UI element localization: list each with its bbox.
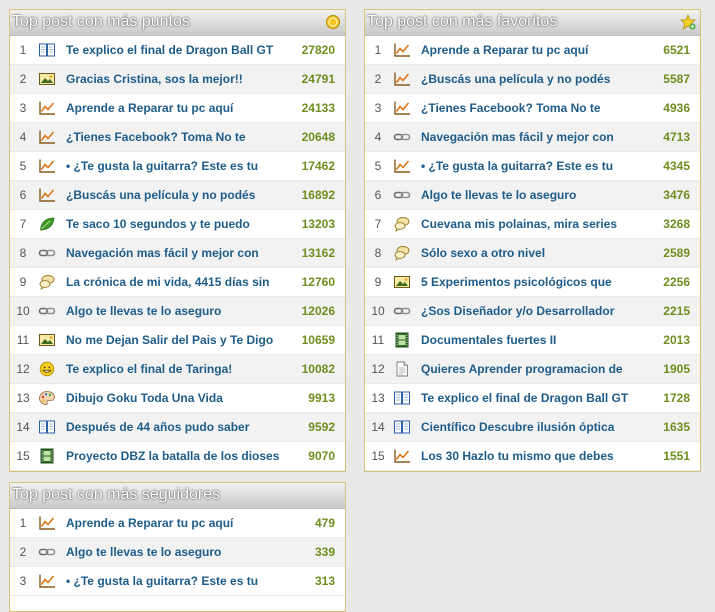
post-score: 24133 [301, 101, 335, 115]
post-list [10, 36, 345, 471]
rank-number: 8 [19, 246, 27, 260]
book-icon [393, 419, 411, 435]
list-item [10, 413, 345, 442]
rank-number: 6 [374, 188, 382, 202]
box-header [10, 10, 345, 36]
rank-number: 3 [374, 101, 382, 115]
post-title-link[interactable]: La crónica de mi vida, 4415 días sin [66, 275, 270, 289]
list-item [10, 355, 345, 384]
post-score: 5587 [663, 72, 690, 86]
image-icon [38, 71, 56, 87]
list-item [10, 94, 345, 123]
post-score: 13162 [301, 246, 335, 260]
post-score: 9913 [308, 391, 335, 405]
list-item [10, 181, 345, 210]
film-icon [393, 332, 411, 348]
post-score: 27820 [301, 43, 335, 57]
list-item [10, 268, 345, 297]
post-score: 2215 [663, 304, 690, 318]
chart-icon [393, 448, 411, 464]
post-score: 479 [314, 516, 335, 530]
chart-icon [393, 100, 411, 116]
post-title-link[interactable]: • ¿Te gusta la guitarra? Este es tu [66, 159, 259, 173]
leaf-icon [38, 216, 56, 232]
list-item [365, 123, 700, 152]
rank-number: 4 [19, 130, 27, 144]
post-score: 17462 [301, 159, 335, 173]
post-title-link[interactable]: No me Dejan Salir del Pais y Te Digo [66, 333, 274, 347]
box-title: Top post con más seguidores [12, 486, 221, 503]
post-score: 1728 [663, 391, 690, 405]
post-score: 20648 [301, 130, 335, 144]
list-item [10, 152, 345, 181]
post-title-link[interactable]: Te explico el final de Dragon Ball GT [421, 391, 629, 405]
post-title-link[interactable]: Quieres Aprender programacion de [421, 362, 623, 376]
list-item [365, 355, 700, 384]
post-score: 313 [314, 574, 335, 588]
list-item [365, 36, 700, 65]
list-item [10, 297, 345, 326]
list-item [10, 239, 345, 268]
post-score: 12760 [301, 275, 335, 289]
post-title-link[interactable]: ¿Sos Diseñador y/o Desarrollador [421, 304, 615, 318]
chat-icon [393, 216, 411, 232]
post-title-link[interactable]: ¿Buscás una película y no podés [66, 188, 256, 202]
smiley-icon [38, 361, 56, 377]
top-favorites-box [364, 9, 701, 472]
post-title-link[interactable]: Proyecto DBZ la batalla de los dioses [66, 449, 280, 463]
post-score: 1635 [663, 420, 690, 434]
post-score: 4936 [663, 101, 690, 115]
rank-number: 8 [374, 246, 382, 260]
link-icon [38, 303, 56, 319]
post-score: 13203 [301, 217, 335, 231]
rank-number: 15 [16, 449, 30, 463]
chart-icon [38, 515, 56, 531]
rank-number: 2 [19, 545, 27, 559]
post-title-link[interactable]: • ¿Te gusta la guitarra? Este es tu [66, 574, 259, 588]
rank-number: 9 [374, 275, 382, 289]
rank-number: 14 [371, 420, 385, 434]
box-title: Top post con más puntos [12, 13, 190, 30]
post-title-link[interactable]: ¿Tienes Facebook? Toma No te [66, 130, 246, 144]
rank-number: 1 [19, 43, 27, 57]
rank-number: 10 [371, 304, 385, 318]
list-item [10, 567, 345, 596]
list-item [10, 123, 345, 152]
rank-number: 4 [374, 130, 382, 144]
rank-number: 11 [371, 333, 385, 347]
post-title-link[interactable]: Algo te llevas te lo aseguro [66, 304, 222, 318]
post-title-link[interactable]: Documentales fuertes II [421, 333, 557, 347]
post-title-link[interactable]: ¿Buscás una película y no podés [421, 72, 611, 86]
list-item [365, 413, 700, 442]
list-item [365, 326, 700, 355]
post-score: 12026 [301, 304, 335, 318]
post-title-link[interactable]: Te explico el final de Dragon Ball GT [66, 43, 274, 57]
post-title-link[interactable]: Aprende a Reparar tu pc aquí [66, 101, 234, 115]
rank-number: 3 [19, 574, 27, 588]
star-add-icon [680, 14, 696, 30]
document-icon [393, 361, 411, 377]
chat-icon [38, 274, 56, 290]
rank-number: 7 [374, 217, 382, 231]
rank-number: 2 [374, 72, 382, 86]
rank-number: 12 [371, 362, 385, 376]
post-title-link[interactable]: Cuevana mis polainas, mira series [421, 217, 618, 231]
post-score: 10082 [301, 362, 335, 376]
list-item [10, 442, 345, 471]
rank-number: 1 [19, 516, 27, 530]
image-icon [393, 274, 411, 290]
post-score: 9592 [308, 420, 335, 434]
box-header [10, 483, 345, 509]
list-item [365, 239, 700, 268]
post-title-link[interactable]: Gracias Cristina, sos la mejor!! [66, 72, 243, 86]
post-score: 6521 [663, 43, 690, 57]
coin-icon [325, 14, 341, 30]
post-list [365, 36, 700, 471]
post-title-link[interactable]: Te saco 10 segundos y te puedo [66, 217, 250, 231]
chart-icon [393, 158, 411, 174]
chart-icon [38, 129, 56, 145]
image-icon [38, 332, 56, 348]
film-icon [38, 448, 56, 464]
rank-number: 3 [19, 101, 27, 115]
top-followers-box [9, 482, 346, 612]
post-score: 10659 [301, 333, 335, 347]
post-title-link[interactable]: 5 Experimentos psicológicos que [421, 275, 612, 289]
post-score: 3476 [663, 188, 690, 202]
post-score: 1905 [663, 362, 690, 376]
rank-number: 9 [19, 275, 27, 289]
post-title-link[interactable]: Algo te llevas te lo aseguro [66, 545, 222, 559]
post-score: 16892 [301, 188, 335, 202]
rank-number: 13 [16, 391, 30, 405]
rank-number: 6 [19, 188, 27, 202]
post-score: 24791 [301, 72, 335, 86]
list-item [365, 297, 700, 326]
palette-icon [38, 390, 56, 406]
chart-icon [38, 100, 56, 116]
post-title-link[interactable]: Navegación mas fácil y mejor con [421, 130, 614, 144]
top-points-box [9, 9, 346, 472]
list-item [365, 152, 700, 181]
link-icon [38, 544, 56, 560]
book-icon [38, 42, 56, 58]
post-score: 4713 [663, 130, 690, 144]
post-score: 2013 [663, 333, 690, 347]
rank-number: 10 [16, 304, 30, 318]
post-score: 9070 [308, 449, 335, 463]
list-item [365, 94, 700, 123]
post-title-link[interactable]: Te explico el final de Taringa! [66, 362, 233, 376]
link-icon [393, 303, 411, 319]
list-item [10, 36, 345, 65]
post-title-link[interactable]: • ¿Te gusta la guitarra? Este es tu [421, 159, 614, 173]
rank-number: 1 [374, 43, 382, 57]
chart-icon [38, 187, 56, 203]
chart-icon [393, 71, 411, 87]
rank-number: 5 [19, 159, 27, 173]
chat-icon [393, 245, 411, 261]
post-title-link[interactable]: Los 30 Hazlo tu mismo que debes [421, 449, 614, 463]
link-icon [393, 187, 411, 203]
chart-icon [38, 158, 56, 174]
box-header [365, 10, 700, 36]
post-title-link[interactable]: Aprende a Reparar tu pc aquí [421, 43, 589, 57]
rank-number: 15 [371, 449, 385, 463]
post-score: 2256 [663, 275, 690, 289]
list-item [365, 181, 700, 210]
chart-icon [393, 42, 411, 58]
list-item [10, 326, 345, 355]
link-icon [393, 129, 411, 145]
list-item [10, 210, 345, 239]
post-title-link[interactable]: Después de 44 años pudo saber [66, 420, 250, 434]
book-icon [393, 390, 411, 406]
link-icon [38, 245, 56, 261]
list-item [365, 442, 700, 471]
post-title-link[interactable]: Dibujo Goku Toda Una Vida [66, 391, 223, 405]
post-score: 1551 [663, 449, 690, 463]
rank-number: 11 [16, 333, 30, 347]
rank-number: 12 [16, 362, 30, 376]
post-title-link[interactable]: ¿Tienes Facebook? Toma No te [421, 101, 601, 115]
post-title-link[interactable]: Sólo sexo a otro nivel [421, 246, 546, 260]
rank-number: 2 [19, 72, 27, 86]
chart-icon [38, 573, 56, 589]
rank-number: 14 [16, 420, 30, 434]
rank-number: 13 [371, 391, 385, 405]
post-title-link[interactable]: Navegación mas fácil y mejor con [66, 246, 259, 260]
post-score: 4345 [663, 159, 690, 173]
post-title-link[interactable]: Algo te llevas te lo aseguro [421, 188, 577, 202]
list-item [365, 210, 700, 239]
list-item [10, 384, 345, 413]
list-item [10, 538, 345, 567]
post-score: 339 [314, 545, 335, 559]
rank-number: 7 [19, 217, 27, 231]
post-title-link[interactable]: Aprende a Reparar tu pc aquí [66, 516, 234, 530]
list-item [365, 384, 700, 413]
post-title-link[interactable]: Científico Descubre ilusión óptica [421, 420, 615, 434]
list-item [10, 509, 345, 538]
rank-number: 5 [374, 159, 382, 173]
post-score: 3268 [663, 217, 690, 231]
book-icon [38, 419, 56, 435]
list-item [365, 268, 700, 297]
list-item [365, 65, 700, 94]
box-title: Top post con más favoritos [367, 13, 558, 30]
post-list [10, 509, 345, 596]
list-item [10, 65, 345, 94]
post-score: 2589 [663, 246, 690, 260]
